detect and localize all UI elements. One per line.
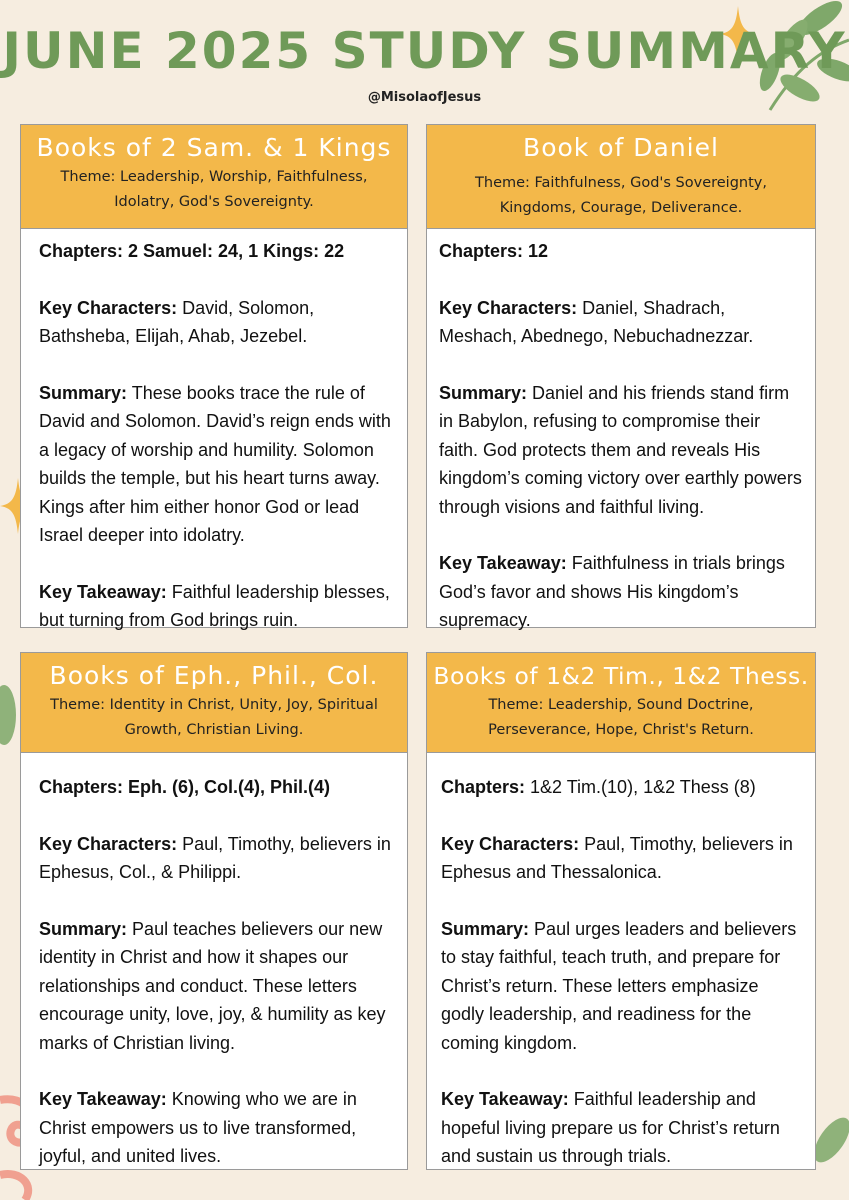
summary: [441, 915, 803, 1058]
key-characters-label: Key Characters:: [39, 833, 178, 854]
summary-label: Summary:: [439, 382, 528, 403]
key-characters: [441, 830, 803, 887]
page-title: JUNE 2025 STUDY SUMMARY: [2, 22, 847, 80]
summary-label: Summary:: [39, 382, 128, 403]
key-takeaway-value: Faithful leadership and hopeful living prepare us for Christ’s return and sustain us through trials.: [441, 1089, 780, 1166]
card-body: [21, 753, 407, 1171]
card-theme: Theme: Leadership, Sound Doctrine, Perseverance, Hope, Christ's Return.: [488, 697, 754, 738]
key-characters-value: Daniel, Shadrach, Meshach, Abednego, Nebuchadnezzar.: [439, 297, 754, 346]
card-theme: Theme: Identity in Christ, Unity, Joy, Spiritual Growth, Christian Living.: [50, 697, 378, 738]
key-characters-label: Key Characters:: [439, 297, 578, 318]
leaf-left-middle-icon: [0, 680, 20, 750]
key-characters-value: Paul, Timothy, believers in Ephesus, Col., & Philippi.: [39, 833, 391, 882]
summary-value: These books trace the rule of David and Solomon. David’s reign ends with a legacy of worship and humility. Solomon builds the temple, but his heart turns away. Kings after him either honor God or lead Israel deeper into idolatry.: [39, 382, 391, 545]
chapters-text: Chapters: 2 Samuel: 24, 1 Kings: 22: [39, 241, 345, 261]
key-takeaway-label: Key Takeaway:: [39, 581, 167, 602]
summary-value: Paul teaches believers our new identity in Christ and how it shapes our relationships and conduct. These letters encourage unity, love, joy, & humility as key marks of Christian living.: [39, 918, 386, 1053]
key-takeaway: [439, 549, 803, 635]
chapters: [441, 773, 803, 802]
key-takeaway: [441, 1085, 803, 1171]
key-takeaway-value: Faithful leadership blesses, but turning from God brings ruin.: [39, 581, 390, 630]
card-timothy-thessalonians: [426, 652, 816, 1170]
summary: [39, 915, 395, 1058]
card-2-samuel-1-kings: [20, 124, 408, 628]
key-characters: [439, 294, 803, 351]
author-handle: @MisolaofJesus: [367, 90, 482, 105]
chapters-label: Chapters:: [441, 777, 526, 797]
card-theme: Theme: Faithfulness, God's Sovereignty, Kingdoms, Courage, Deliverance.: [475, 175, 767, 216]
key-takeaway-label: Key Takeaway:: [441, 1089, 569, 1109]
key-characters-value: David, Solomon, Bathsheba, Elijah, Ahab, Jezebel.: [39, 297, 315, 346]
key-takeaway-label: Key Takeaway:: [439, 553, 567, 573]
card-body: [427, 229, 815, 635]
card-title: Books of 2 Sam. & 1 Kings: [36, 133, 392, 162]
chapters-value: 1&2 Tim.(10), 1&2 Thess (8): [530, 777, 756, 797]
card-title: Books of Eph., Phil., Col.: [49, 661, 379, 690]
key-takeaway-value: Knowing who we are in Christ empowers us to live transformed, joyful, and united lives.: [39, 1089, 357, 1166]
chapters-text: Chapters: Eph. (6), Col.(4), Phil.(4): [39, 777, 331, 797]
key-takeaway-label: Key Takeaway:: [39, 1089, 167, 1109]
key-characters-label: Key Characters:: [441, 833, 580, 854]
card-header: [427, 125, 815, 229]
key-takeaway-value: Faithfulness in trials brings God’s favor and shows His kingdom’s supremacy.: [439, 553, 785, 630]
chapters-text: Chapters: 12: [439, 241, 549, 261]
summary: [439, 379, 803, 522]
card-title: Books of 1&2 Tim., 1&2 Thess.: [433, 662, 809, 690]
card-header: [427, 653, 815, 753]
key-takeaway: [39, 1085, 395, 1171]
summary-label: Summary:: [39, 918, 128, 939]
summary: [39, 379, 395, 550]
key-characters-label: Key Characters:: [39, 297, 178, 318]
card-header: [21, 125, 407, 229]
key-takeaway: [39, 578, 395, 635]
card-daniel: [426, 124, 816, 628]
summary-value: Paul urges leaders and believers to stay faithful, teach truth, and prepare for Christ’s return. These letters emphasize godly leadership, and readiness for the coming kingdom.: [441, 918, 797, 1053]
key-characters-value: Paul, Timothy, believers in Ephesus and Thessalonica.: [441, 833, 793, 882]
card-title: Book of Daniel: [523, 133, 719, 162]
card-body: [21, 229, 407, 635]
card-body: [427, 753, 815, 1171]
card-header: [21, 653, 407, 753]
card-theme: Theme: Leadership, Worship, Faithfulness, Idolatry, God's Sovereignty.: [60, 169, 368, 210]
card-ephesians-philippians-colossians: [20, 652, 408, 1170]
key-characters: [39, 830, 395, 887]
summary-value: Daniel and his friends stand firm in Babylon, refusing to compromise their faith. God protects them and reveals His kingdom’s coming victory over earthly powers through visions and faithful living.: [439, 382, 802, 517]
key-characters: [39, 294, 395, 351]
summary-label: Summary:: [441, 918, 530, 939]
